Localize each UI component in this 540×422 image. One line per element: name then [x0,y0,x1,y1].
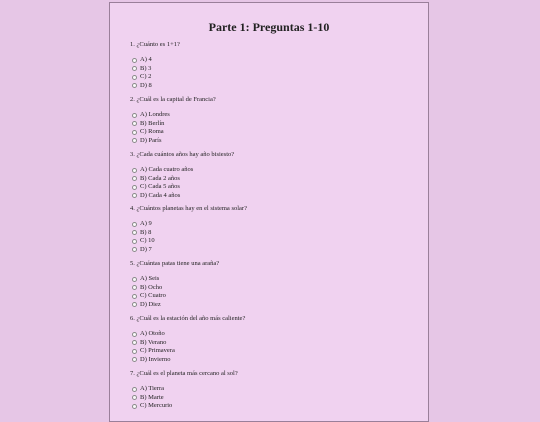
option-5b[interactable] [130,284,420,293]
radio-button[interactable] [132,247,137,252]
option-2d[interactable] [130,137,420,146]
radio-button[interactable] [132,75,137,80]
option-label: C) 10 [140,237,155,244]
question-4 [130,205,420,254]
option-4b[interactable] [130,229,420,238]
radio-button[interactable] [132,349,137,354]
option-5c[interactable] [130,292,420,301]
option-label: C) 2 [140,73,152,80]
option-7a[interactable] [130,385,420,394]
option-5d[interactable] [130,301,420,310]
question-text: 3. ¿Cada cuántos años hay año bisiesto? [130,151,235,158]
option-label: C) Cada 5 años [140,183,180,190]
option-label: B) Cada 2 años [140,174,180,182]
radio-button[interactable] [132,230,137,235]
option-7b[interactable] [130,394,420,403]
radio-button[interactable] [132,239,137,244]
option-label: D) París [140,136,162,144]
option-2b[interactable] [130,120,420,129]
option-label: C) Primavera [140,347,175,354]
question-text: 1. ¿Cuánto es 1+1? [130,41,180,48]
radio-button[interactable] [132,222,137,227]
option-7c[interactable] [130,402,420,411]
question-text: 4. ¿Cuántos planetas hay en el sistema solar? [130,205,247,212]
radio-button[interactable] [132,185,137,190]
option-6d[interactable] [130,356,420,365]
options-list [130,220,420,254]
question-text: 6. ¿Cuál es la estación del año más caliente? [130,315,246,322]
option-6a[interactable] [130,330,420,339]
option-label: A) 9 [140,220,152,227]
question-1 [130,41,420,90]
question-text: 7. ¿Cuál es el planeta más cercano al sol? [130,370,238,377]
options-list [130,385,420,411]
option-1b[interactable] [130,65,420,74]
option-label: A) Seis [140,275,160,282]
radio-button[interactable] [132,332,137,337]
option-1a[interactable] [130,56,420,65]
option-4c[interactable] [130,237,420,246]
option-1c[interactable] [130,73,420,82]
option-label: C) Mercurio [140,402,173,409]
option-1d[interactable] [130,82,420,91]
question-3 [130,151,420,200]
option-4a[interactable] [130,220,420,229]
radio-button[interactable] [132,168,137,173]
radio-button[interactable] [132,387,137,392]
option-3c[interactable] [130,183,420,192]
radio-button[interactable] [132,58,137,63]
option-5a[interactable] [130,275,420,284]
option-label: B) Marte [140,393,164,401]
radio-button[interactable] [132,130,137,135]
options-list [130,330,420,364]
radio-button[interactable] [132,138,137,143]
option-label: D) Cada 4 años [140,191,181,199]
option-2c[interactable] [130,128,420,137]
radio-button[interactable] [132,340,137,345]
radio-button[interactable] [132,357,137,362]
quiz-panel [109,2,429,422]
option-label: A) 4 [140,56,152,63]
question-text: 5. ¿Cuántas patas tiene una araña? [130,260,220,267]
page-title: Parte 1: Preguntas 1-10 [208,20,330,34]
question-5 [130,260,420,309]
option-label: A) Cada cuatro años [140,166,194,173]
radio-button[interactable] [132,83,137,88]
question-text: 2. ¿Cuál es la capital de Francia? [130,96,216,103]
option-label: D) Invierno [140,355,171,363]
radio-button[interactable] [132,395,137,400]
options-list [130,166,420,200]
option-6b[interactable] [130,339,420,348]
options-list [130,111,420,145]
option-label: B) 3 [140,64,152,72]
option-label: D) 7 [140,245,152,253]
option-3d[interactable] [130,192,420,201]
option-2a[interactable] [130,111,420,120]
option-label: C) Roma [140,128,164,135]
option-3a[interactable] [130,166,420,175]
options-list [130,275,420,309]
option-4d[interactable] [130,246,420,255]
question-7 [130,370,420,411]
question-6 [130,315,420,364]
radio-button[interactable] [132,277,137,282]
option-label: D) 8 [140,81,152,89]
option-label: A) Londres [140,111,170,118]
option-label: B) Berlín [140,119,165,127]
radio-button[interactable] [132,113,137,118]
question-2 [130,96,420,145]
radio-button[interactable] [132,121,137,126]
option-label: B) Verano [140,338,167,346]
radio-button[interactable] [132,176,137,181]
option-label: D) Diez [140,300,161,308]
option-3b[interactable] [130,175,420,184]
radio-button[interactable] [132,66,137,71]
radio-button[interactable] [132,302,137,307]
option-label: A) Tierra [140,385,165,392]
option-label: A) Otoño [140,330,165,337]
option-label: B) 8 [140,228,152,236]
option-6c[interactable] [130,347,420,356]
option-label: C) Cuatro [140,292,166,299]
option-label: B) Ocho [140,283,163,291]
options-list [130,56,420,90]
radio-button[interactable] [132,193,137,198]
radio-button[interactable] [132,294,137,299]
radio-button[interactable] [132,285,137,290]
